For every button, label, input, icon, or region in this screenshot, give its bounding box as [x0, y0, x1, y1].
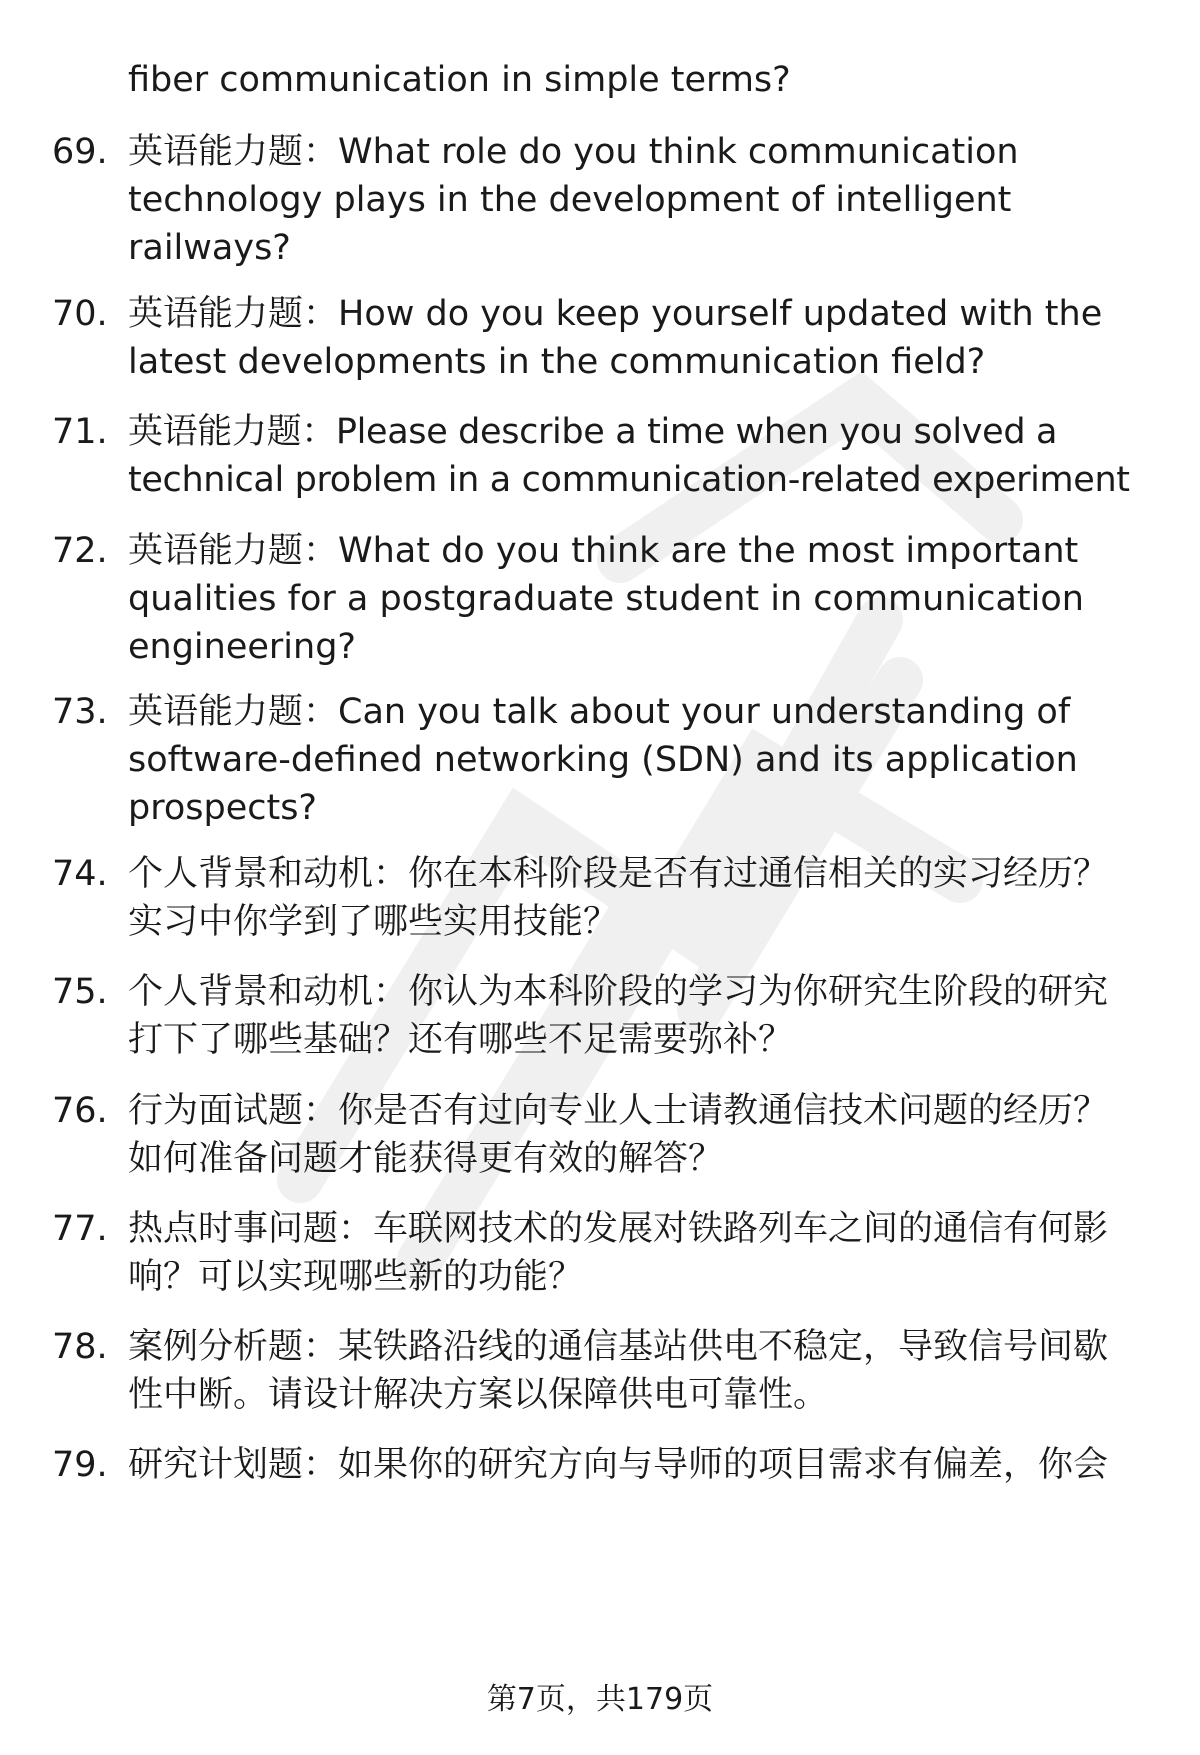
question-number: 72. [52, 531, 108, 571]
question-text: 研究计划题：如果你的研究方向与导师的项目需求有偏差，你会 [128, 1445, 1109, 1485]
question-text: 英语能力题：What role do you think communication technology plays in the development of intelligent railways? [128, 132, 1019, 268]
question-text: 个人背景和动机：你在本科阶段是否有过通信相关的实习经历？实习中你学到了哪些实用技能？ [128, 854, 1109, 942]
question-number: 79. [52, 1445, 108, 1485]
question-text: 行为面试题：你是否有过向专业人士请教通信技术问题的经历？如何准备问题才能获得更有效的解答？ [128, 1091, 1109, 1179]
question-text: 英语能力题：What do you think are the most important qualities for a postgraduate student in communication engineering? [128, 531, 1084, 667]
question-number: 73. [52, 692, 108, 732]
page-number-footer: 第7页，共179页 [486, 1682, 714, 1717]
question-number: 77. [52, 1209, 108, 1249]
continuation-text: fiber communication in simple terms? [128, 60, 791, 100]
question-number: 69. [52, 132, 108, 172]
question-text: 个人背景和动机：你认为本科阶段的学习为你研究生阶段的研究打下了哪些基础？还有哪些不足需要弥补？ [128, 972, 1109, 1060]
question-text: 英语能力题：How do you keep yourself updated with the latest developments in the communication field? [128, 294, 1103, 382]
question-text: 英语能力题：Please describe a time when you solved a technical problem in a communication-related experiment [128, 412, 1130, 500]
question-number: 76. [52, 1091, 108, 1131]
question-text: 英语能力题：Can you talk about your understanding of software-defined networking (SDN) and its application prospects? [128, 692, 1078, 828]
question-number: 74. [52, 854, 108, 894]
question-text: 案例分析题：某铁路沿线的通信基站供电不稳定，导致信号间歇性中断。请设计解决方案以保障供电可靠性。 [128, 1327, 1109, 1415]
question-number: 75. [52, 972, 108, 1012]
question-number: 78. [52, 1327, 108, 1367]
question-number: 71. [52, 412, 108, 452]
question-text: 热点时事问题：车联网技术的发展对铁路列车之间的通信有何影响？可以实现哪些新的功能？ [128, 1209, 1109, 1297]
question-number: 70. [52, 294, 108, 334]
